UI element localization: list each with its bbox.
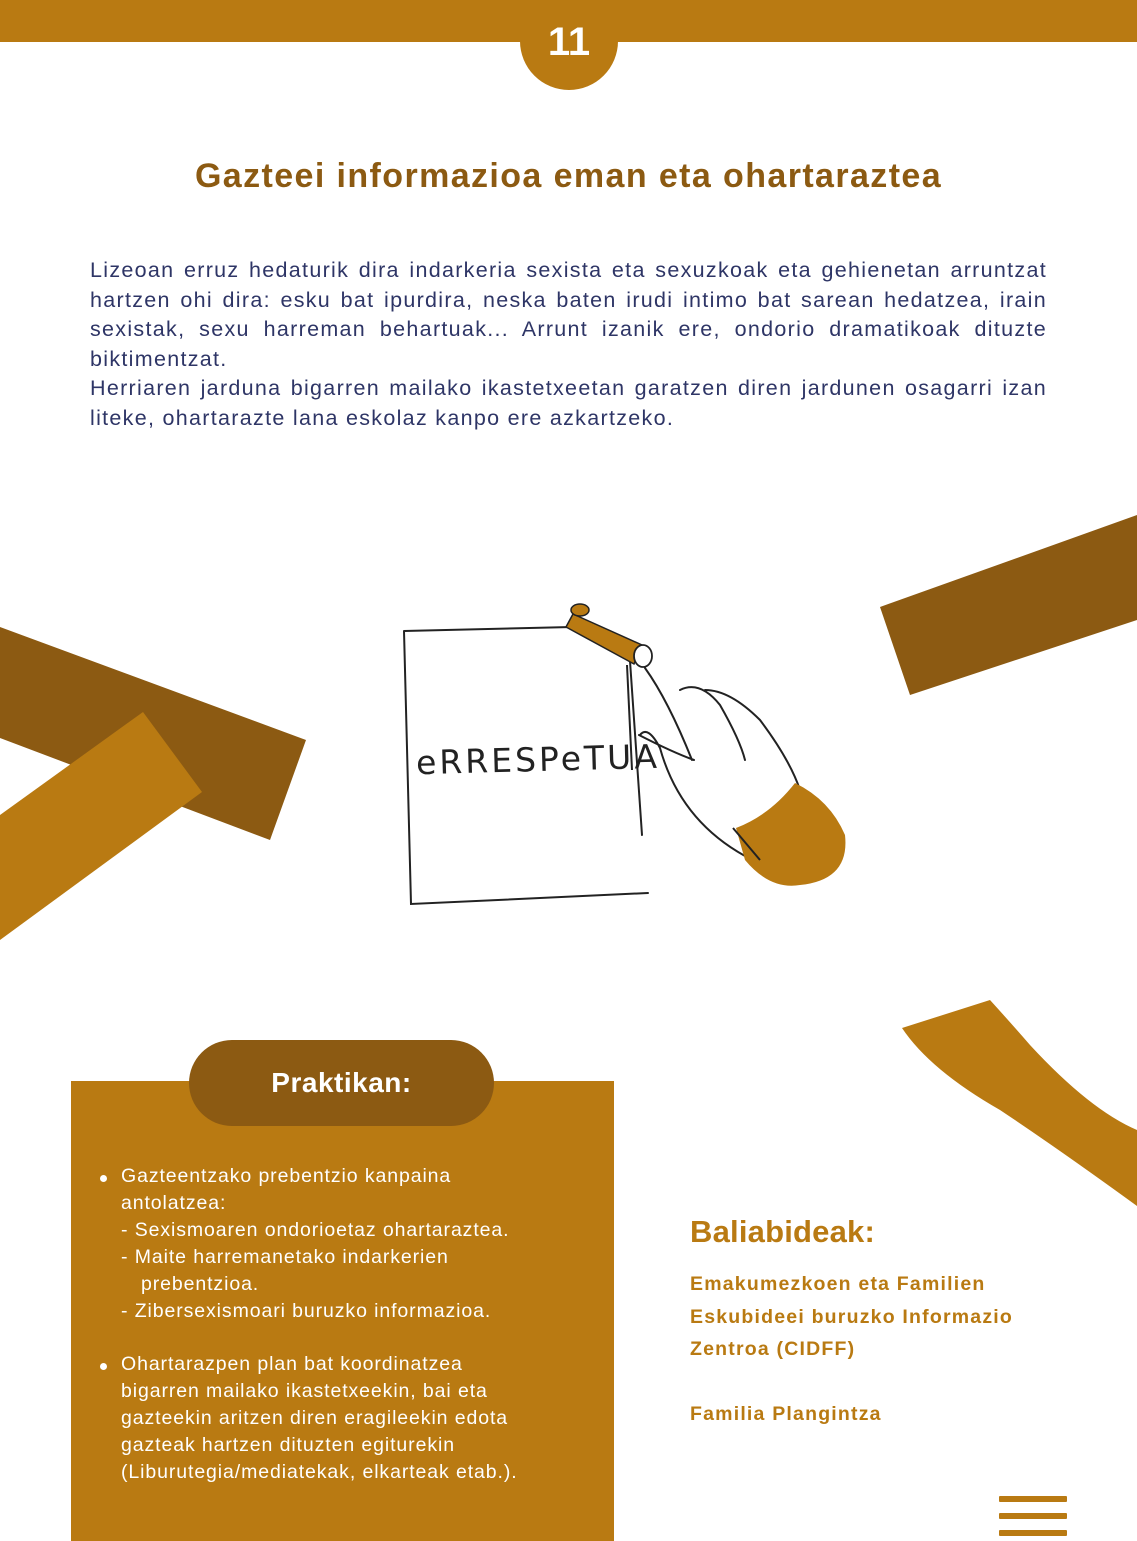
item-line: Ohartarazpen plan bat koordinatzea: [121, 1353, 463, 1375]
page-title: Gazteei informazioa eman eta ohartaraztea: [194, 157, 943, 195]
item-line: gazteekin aritzen diren eragileekin edota: [121, 1407, 509, 1429]
praktikan-list: [100, 1163, 600, 1486]
bullet-dot: [100, 1175, 107, 1182]
note-text: eRRESPeTUA: [415, 736, 661, 783]
item-line: bigarren mailako ikastetxeekin, bai eta: [121, 1380, 488, 1402]
sub-item: - Zibersexismoari buruzko informazioa.: [121, 1300, 492, 1322]
deco-stripe-right-dark: [880, 515, 1137, 695]
item-line: antolatzea:: [121, 1192, 227, 1214]
page-number: 11: [547, 19, 591, 64]
resources-title: Baliabideak:: [690, 1214, 876, 1249]
resource-cidff[interactable]: Emakumezkoen eta Familien Eskubideei buruzko Informazio Zentroa (CIDFF): [690, 1273, 1014, 1360]
sub-item-cont: prebentzioa.: [141, 1273, 260, 1295]
bullet-dot: [100, 1363, 107, 1370]
resource-familia-plangintza[interactable]: Familia Plangintza: [690, 1403, 882, 1425]
intro-paragraph-2: Herriaren jarduna bigarren mailako ikastetxeetan garatzen diren jardunen osagarri izan liteke, ohartarazte lana eskolaz kanpo ere azkartzeko.: [90, 376, 1047, 430]
praktikan-item-2: [100, 1351, 600, 1486]
deco-stripe-right-light: [902, 1000, 1137, 1206]
praktikan-item-1: [100, 1163, 600, 1325]
hamburger-menu-icon[interactable]: [999, 1496, 1067, 1536]
intro-paragraph-1: Lizeoan erruz hedaturik dira indarkeria sexista eta sexuzkoak eta gehienetan arruntzat hartzen ohi dira: esku bat ipurdira, neska baten irudi intimo bat sarean hedatzea, irain sexistak, sexu harreman behartuak... Arrunt izanik ere, ondorio dramatikoak dituzte biktimentzat.: [90, 258, 1047, 371]
item-line: gazteak hartzen dituzten egiturekin: [121, 1434, 455, 1456]
hand-sleeve: [736, 783, 845, 886]
praktikan-title: Praktikan:: [271, 1067, 412, 1098]
sub-item: - Maite harremanetako indarkerien: [121, 1246, 449, 1268]
item-line: (Liburutegia/mediatekak, elkarteak etab.).: [121, 1461, 518, 1483]
item-line: Gazteentzako prebentzio kanpaina: [121, 1165, 452, 1187]
sub-item: - Sexismoaren ondorioetaz ohartaraztea.: [121, 1219, 510, 1241]
pencil: [566, 604, 652, 667]
praktikan-header: [189, 1040, 494, 1126]
